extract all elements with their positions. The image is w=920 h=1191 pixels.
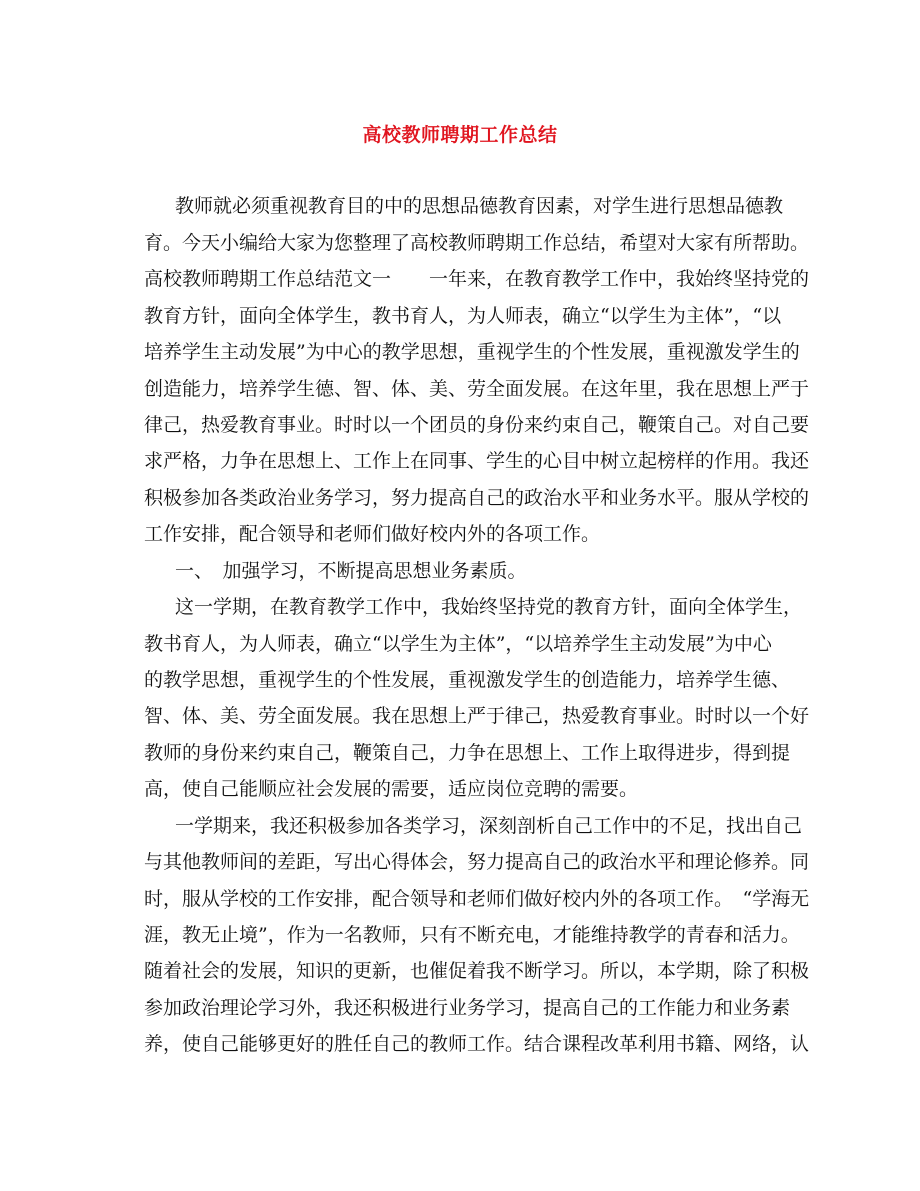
text-line: 律己，热爱教育事业。时时以一个团员的身份来约束自己，鞭策自己。对自己要 — [144, 414, 810, 436]
text-line: 育。今天小编给大家为您整理了高校教师聘期工作总结，希望对大家有所帮助。 — [144, 232, 810, 254]
text-line: 高校教师聘期工作总结范文一 一年来，在教育教学工作中，我始终坚持党的 — [144, 268, 810, 290]
text-line: 高，使自己能顺应社会发展的需要，适应岗位竞聘的需要。 — [144, 778, 639, 800]
text-line: 随着社会的发展，知识的更新，也催促着我不断学习。所以，本学期，除了积极 — [144, 960, 810, 982]
text-line: 参加政治理论学习外，我还积极进行业务学习，提高自己的工作能力和业务素 — [144, 997, 791, 1019]
section-heading: 一、 加强学习，不断提高思想业务素质。 — [175, 560, 527, 582]
text-line: 工作安排，配合领导和老师们做好校内外的各项工作。 — [144, 523, 601, 545]
text-line: 时，服从学校的工作安排，配合领导和老师们做好校内外的各项工作。 “学海无 — [144, 888, 810, 910]
text-line: 求严格，力争在思想上、工作上在同事、学生的心目中树立起榜样的作用。我还 — [144, 450, 810, 472]
text-line: 一学期来，我还积极参加各类学习，深刻剖析自己工作中的不足，找出自己 — [175, 815, 803, 837]
text-line: 教书育人，为人师表，确立“以学生为主体”，“以培养学生主动发展”为中心 — [144, 633, 772, 655]
text-line: 教师的身份来约束自己，鞭策自己，力争在思想上、工作上取得进步，得到提 — [144, 742, 791, 764]
text-line: 教师就必须重视教育目的中的思想品德教育因素，对学生进行思想品德教 — [175, 195, 784, 217]
text-line: 的教学思想，重视学生的个性发展，重视激发学生的创造能力，培养学生德、 — [144, 669, 791, 691]
document-title: 高校教师聘期工作总结 — [362, 124, 558, 146]
text-line: 创造能力，培养学生德、智、体、美、劳全面发展。在这年里，我在思想上严于 — [144, 378, 810, 400]
text-line: 与其他教师间的差距，写出心得体会，努力提高自己的政治水平和理论修养。同 — [144, 851, 810, 873]
text-line: 智、体、美、劳全面发展。我在思想上严于律己，热爱教育事业。时时以一个好 — [144, 705, 810, 727]
text-line: 培养学生主动发展”为中心的教学思想，重视学生的个性发展，重视激发学生的 — [144, 341, 800, 363]
text-line: 涯，教无止境”，作为一名教师，只有不断充电，才能维持教学的青春和活力。 — [144, 924, 800, 946]
text-line: 这一学期，在教育教学工作中，我始终坚持党的教育方针，面向全体学生， — [175, 596, 803, 618]
text-line: 积极参加各类政治业务学习，努力提高自己的政治水平和业务水平。服从学校的 — [144, 487, 810, 509]
text-line: 教育方针，面向全体学生，教书育人，为人师表，确立“以学生为主体”，“以 — [144, 305, 782, 327]
text-line: 养，使自己能够更好的胜任自己的教师工作。结合课程改革利用书籍、网络，认 — [144, 1033, 810, 1055]
